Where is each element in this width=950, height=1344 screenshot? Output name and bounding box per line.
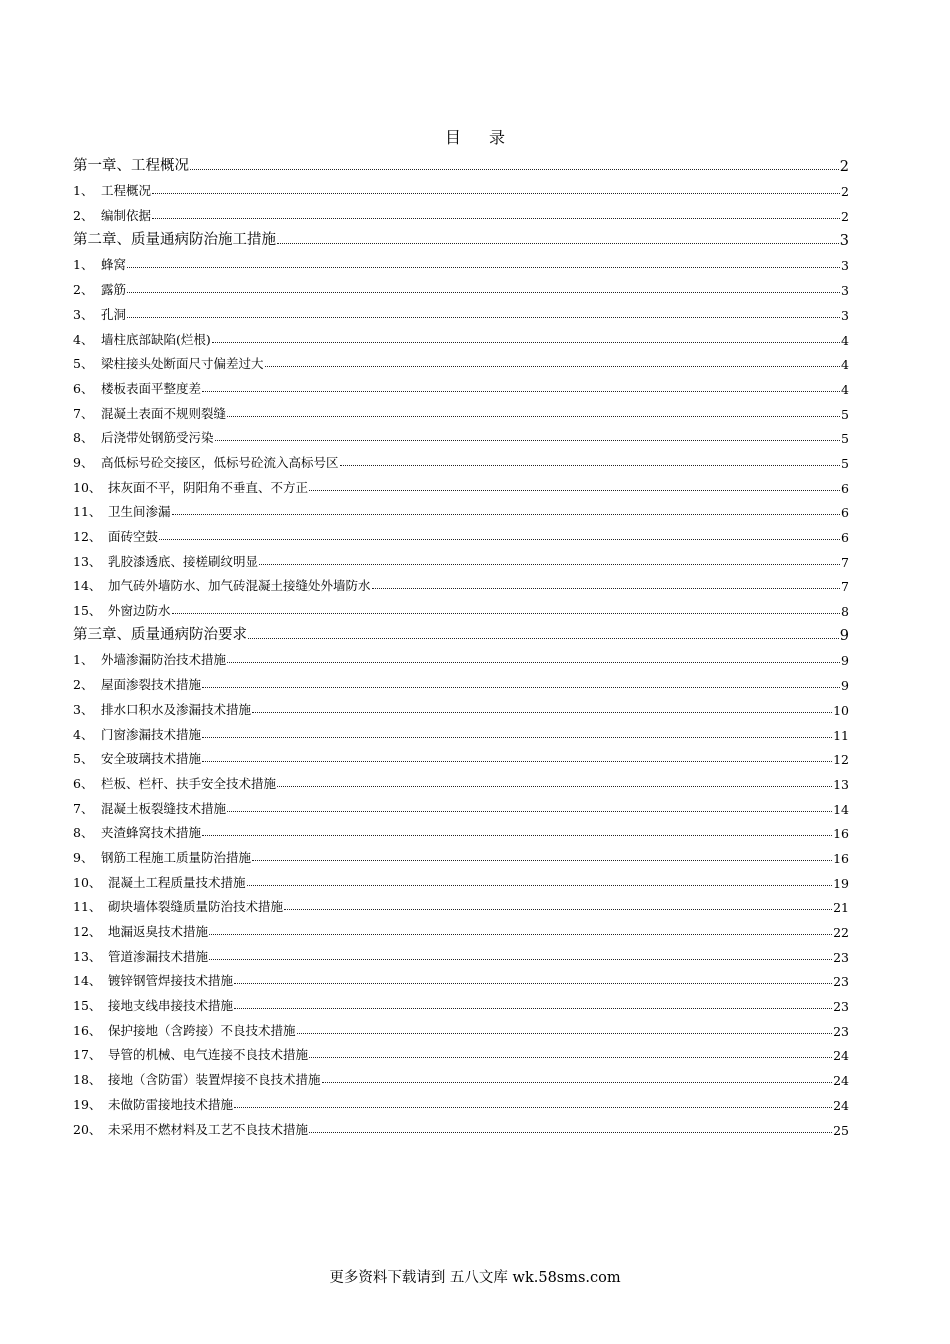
toc-entry[interactable] <box>73 471 849 496</box>
toc-entry-number: 15、 <box>73 998 102 1014</box>
toc-entry[interactable] <box>73 866 849 891</box>
toc-entry-label: 排水口积水及渗漏技术措施 <box>101 701 252 717</box>
toc-entry-number: 14、 <box>73 973 102 989</box>
toc-dot-leader <box>309 1132 832 1133</box>
toc-dot-leader <box>172 613 841 614</box>
table-of-contents <box>73 150 849 1138</box>
toc-page-number: 10 <box>833 702 849 718</box>
toc-page-number: 9 <box>839 627 849 644</box>
toc-entry-label: 外窗边防水 <box>108 603 171 619</box>
toc-entry[interactable] <box>73 989 849 1014</box>
toc-entry[interactable] <box>73 372 849 397</box>
toc-dot-leader <box>227 662 840 663</box>
toc-entry[interactable] <box>73 496 849 521</box>
toc-page-number: 16 <box>833 826 849 842</box>
toc-entry-label: 混凝土工程质量技术措施 <box>108 874 246 890</box>
toc-entry-number: 4、 <box>73 331 94 347</box>
toc-entry-label: 管道渗漏技术措施 <box>108 948 209 964</box>
toc-page-number: 24 <box>833 1048 849 1064</box>
toc-page-number: 5 <box>841 406 849 422</box>
toc-entry[interactable] <box>73 792 849 817</box>
toc-entry[interactable] <box>73 718 849 743</box>
toc-dot-leader <box>152 193 840 194</box>
toc-dot-leader <box>202 761 832 762</box>
toc-entry[interactable] <box>73 668 849 693</box>
toc-entry[interactable] <box>73 545 849 570</box>
toc-entry-number: 10、 <box>73 479 102 495</box>
toc-entry-number: 17、 <box>73 1047 102 1063</box>
toc-entry[interactable] <box>73 594 849 619</box>
toc-dot-leader <box>247 885 833 886</box>
toc-dot-leader <box>309 1057 832 1058</box>
toc-dot-leader <box>215 440 841 441</box>
toc-page-number: 23 <box>833 1023 849 1039</box>
toc-page-number: 9 <box>841 653 849 669</box>
toc-entry[interactable] <box>73 422 849 447</box>
toc-entry-number: 6、 <box>73 775 94 791</box>
toc-entry-label: 加气砖外墙防水、加气砖混凝土接缝处外墙防水 <box>108 578 371 594</box>
toc-dot-leader <box>202 687 840 688</box>
toc-entry-label: 第一章、工程概况 <box>73 157 189 174</box>
toc-page-number: 11 <box>833 727 849 743</box>
toc-entry-number: 13、 <box>73 948 102 964</box>
toc-entry[interactable] <box>73 273 849 298</box>
toc-entry[interactable] <box>73 767 849 792</box>
toc-entry[interactable] <box>73 743 849 768</box>
toc-page-number: 25 <box>833 1122 849 1138</box>
toc-entry[interactable] <box>73 841 849 866</box>
toc-entry-label: 接地（含防雷）装置焊接不良技术措施 <box>108 1072 321 1088</box>
toc-entry-label: 墙柱底部缺陷(烂根) <box>101 331 211 347</box>
toc-page-number: 2 <box>841 209 849 225</box>
toc-entry[interactable] <box>73 199 849 224</box>
toc-dot-leader <box>265 366 841 367</box>
toc-page-number: 6 <box>841 505 849 521</box>
toc-page-number: 21 <box>833 900 849 916</box>
toc-dot-leader <box>309 490 840 491</box>
toc-entry-number: 2、 <box>73 208 94 224</box>
toc-entry-label: 楼板表面平整度差 <box>101 380 202 396</box>
toc-entry-label: 未做防雷接地技术措施 <box>108 1096 234 1112</box>
toc-entry-label: 孔洞 <box>101 306 127 322</box>
toc-dot-leader <box>248 638 839 639</box>
toc-page-number: 9 <box>841 678 849 694</box>
toc-chapter-entry[interactable] <box>73 150 849 175</box>
toc-dot-leader <box>259 564 840 565</box>
toc-entry-label: 外墙渗漏防治技术措施 <box>101 652 227 668</box>
toc-entry[interactable] <box>73 1088 849 1113</box>
toc-entry-number: 9、 <box>73 849 94 865</box>
toc-entry-number: 1、 <box>73 652 94 668</box>
toc-entry-number: 20、 <box>73 1121 102 1137</box>
toc-entry-label: 面砖空鼓 <box>108 529 159 544</box>
toc-entry-label: 未采用不燃材料及工艺不良技术措施 <box>108 1121 309 1137</box>
toc-entry[interactable] <box>73 1039 849 1064</box>
toc-page-number: 19 <box>833 875 849 891</box>
toc-entry-label: 混凝土表面不规则裂缝 <box>101 405 227 421</box>
toc-page-number: 22 <box>833 925 849 940</box>
toc-page-number: 8 <box>841 604 849 620</box>
toc-dot-leader <box>127 317 840 318</box>
toc-page-number: 7 <box>841 579 849 595</box>
toc-page-number: 3 <box>839 232 849 249</box>
toc-page-number: 5 <box>841 455 849 471</box>
toc-entry-number: 3、 <box>73 701 94 717</box>
toc-entry-label: 乳胶漆透底、接槎刷纹明显 <box>108 553 259 569</box>
toc-page-number: 14 <box>833 801 849 817</box>
toc-entry[interactable] <box>73 965 849 990</box>
toc-dot-leader <box>209 934 832 935</box>
toc-entry-number: 12、 <box>73 924 102 939</box>
toc-entry[interactable] <box>73 817 849 842</box>
toc-entry-label: 夹渣蜂窝技术措施 <box>101 825 202 841</box>
toc-page-number: 23 <box>833 999 849 1015</box>
toc-title-right: 录 <box>489 128 506 147</box>
toc-page-number: 2 <box>841 184 849 200</box>
toc-entry[interactable] <box>73 1063 849 1088</box>
toc-page-number: 3 <box>841 258 849 274</box>
toc-entry[interactable] <box>73 446 849 471</box>
footer-note: 更多资料下载请到 五八文库 wk.58sms.com <box>329 1270 621 1286</box>
toc-dot-leader <box>152 218 840 219</box>
toc-entry-label: 抹灰面不平，阴阳角不垂直、不方正 <box>108 479 309 495</box>
toc-entry-number: 2、 <box>73 677 94 693</box>
toc-entry[interactable] <box>73 891 849 916</box>
toc-dot-leader <box>212 342 840 343</box>
toc-dot-leader <box>252 860 832 861</box>
toc-entry[interactable] <box>73 323 849 348</box>
toc-page-number: 4 <box>841 381 849 397</box>
toc-entry[interactable] <box>73 915 849 940</box>
toc-entry[interactable] <box>73 570 849 595</box>
toc-entry-label: 安全玻璃技术措施 <box>101 751 202 767</box>
toc-entry-number: 19、 <box>73 1096 102 1112</box>
toc-entry-label: 卫生间渗漏 <box>108 504 171 520</box>
toc-entry-label: 钢筋工程施工质量防治措施 <box>101 849 252 865</box>
toc-entry-label: 屋面渗裂技术措施 <box>101 677 202 693</box>
toc-entry-label: 蜂窝 <box>101 257 127 273</box>
toc-entry[interactable] <box>73 1014 849 1039</box>
toc-page-number: 4 <box>841 357 849 373</box>
toc-entry-number: 8、 <box>73 825 94 841</box>
toc-dot-leader <box>340 465 841 466</box>
toc-page-number: 23 <box>833 949 849 965</box>
toc-dot-leader <box>202 835 832 836</box>
toc-entry-number: 7、 <box>73 800 94 816</box>
toc-entry[interactable] <box>73 298 849 323</box>
toc-chapter-entry[interactable] <box>73 619 849 644</box>
toc-page-number: 4 <box>841 332 849 348</box>
toc-dot-leader <box>277 243 839 244</box>
toc-dot-leader <box>227 416 840 417</box>
toc-entry[interactable] <box>73 348 849 373</box>
toc-page-number: 5 <box>841 431 849 447</box>
toc-entry-label: 镀锌钢管焊接技术措施 <box>108 973 234 989</box>
toc-dot-leader <box>252 712 832 713</box>
toc-dot-leader <box>159 539 840 540</box>
toc-entry[interactable] <box>73 940 849 965</box>
toc-entry-label: 第二章、质量通病防治施工措施 <box>73 231 276 248</box>
toc-dot-leader <box>234 1107 832 1108</box>
toc-dot-leader <box>202 737 832 738</box>
toc-entry-number: 18、 <box>73 1072 102 1088</box>
toc-page-number: 3 <box>841 307 849 323</box>
toc-entry[interactable] <box>73 175 849 200</box>
toc-entry-label: 地漏返臭技术措施 <box>108 924 209 939</box>
toc-dot-leader <box>277 786 832 787</box>
toc-title-left: 目 <box>444 128 461 147</box>
toc-entry-number: 10、 <box>73 874 102 890</box>
toc-page-number: 3 <box>841 283 849 299</box>
toc-entry-label: 第三章、质量通病防治要求 <box>73 626 247 643</box>
toc-entry-label: 接地支线串接技术措施 <box>108 998 234 1014</box>
toc-entry-number: 3、 <box>73 306 94 322</box>
toc-entry-label: 栏板、栏杆、扶手安全技术措施 <box>101 775 277 791</box>
toc-entry-label: 梁柱接头处断面尺寸偏差过大 <box>101 356 264 372</box>
toc-entry[interactable] <box>73 249 849 274</box>
toc-dot-leader <box>372 588 841 589</box>
toc-entry-number: 14、 <box>73 578 102 594</box>
toc-entry-label: 高低标号砼交接区，低标号砼流入高标号区 <box>101 454 339 470</box>
toc-page-number: 7 <box>841 554 849 570</box>
toc-entry-number: 13、 <box>73 553 102 569</box>
toc-dot-leader <box>297 1033 833 1034</box>
toc-entry-label: 砌块墙体裂缝质量防治技术措施 <box>108 899 284 915</box>
toc-page-number: 12 <box>833 752 849 768</box>
toc-dot-leader <box>284 909 832 910</box>
toc-page-number: 6 <box>841 480 849 496</box>
toc-entry-number: 1、 <box>73 257 94 273</box>
toc-entry-number: 11、 <box>73 899 102 915</box>
toc-entry-number: 8、 <box>73 430 94 446</box>
toc-page-number: 23 <box>833 974 849 990</box>
toc-dot-leader <box>234 983 832 984</box>
toc-dot-leader <box>127 292 840 293</box>
toc-entry-label: 导管的机械、电气连接不良技术措施 <box>108 1047 309 1063</box>
toc-dot-leader <box>322 1082 833 1083</box>
toc-page-number: 2 <box>839 158 849 175</box>
toc-entry[interactable] <box>73 644 849 669</box>
toc-entry[interactable] <box>73 1113 849 1138</box>
toc-entry[interactable] <box>73 520 849 545</box>
toc-entry-number: 16、 <box>73 1022 102 1038</box>
toc-dot-leader <box>209 959 832 960</box>
toc-dot-leader <box>172 514 841 515</box>
toc-entry-label: 保护接地（含跨接）不良技术措施 <box>108 1022 296 1038</box>
toc-entry-label: 后浇带处钢筋受污染 <box>101 430 214 446</box>
toc-entry-number: 12、 <box>73 529 102 544</box>
toc-entry[interactable] <box>73 693 849 718</box>
toc-dot-leader <box>190 169 839 170</box>
toc-dot-leader <box>227 811 832 812</box>
toc-entry-number: 5、 <box>73 356 94 372</box>
toc-entry-number: 11、 <box>73 504 102 520</box>
toc-entry-label: 门窗渗漏技术措施 <box>101 726 202 742</box>
toc-entry-number: 15、 <box>73 603 102 619</box>
toc-page-number: 6 <box>841 530 849 545</box>
toc-page-number: 24 <box>833 1073 849 1089</box>
toc-entry-label: 露筋 <box>101 282 127 298</box>
toc-dot-leader <box>127 267 840 268</box>
toc-entry-number: 7、 <box>73 405 94 421</box>
toc-entry-number: 5、 <box>73 751 94 767</box>
toc-chapter-entry[interactable] <box>73 224 849 249</box>
toc-dot-leader <box>234 1008 832 1009</box>
toc-title <box>0 125 950 148</box>
toc-entry-number: 2、 <box>73 282 94 298</box>
toc-entry-number: 4、 <box>73 726 94 742</box>
toc-entry-label: 编制依据 <box>101 208 152 224</box>
toc-entry-label: 工程概况 <box>101 183 152 199</box>
toc-entry-label: 混凝土板裂缝技术措施 <box>101 800 227 816</box>
toc-page-number: 13 <box>833 776 849 792</box>
toc-entry[interactable] <box>73 397 849 422</box>
toc-page-number: 24 <box>833 1097 849 1113</box>
toc-entry-number: 9、 <box>73 454 94 470</box>
toc-dot-leader <box>202 391 840 392</box>
toc-entry-number: 6、 <box>73 380 94 396</box>
toc-entry-number: 1、 <box>73 183 94 199</box>
toc-page-number: 16 <box>833 850 849 866</box>
